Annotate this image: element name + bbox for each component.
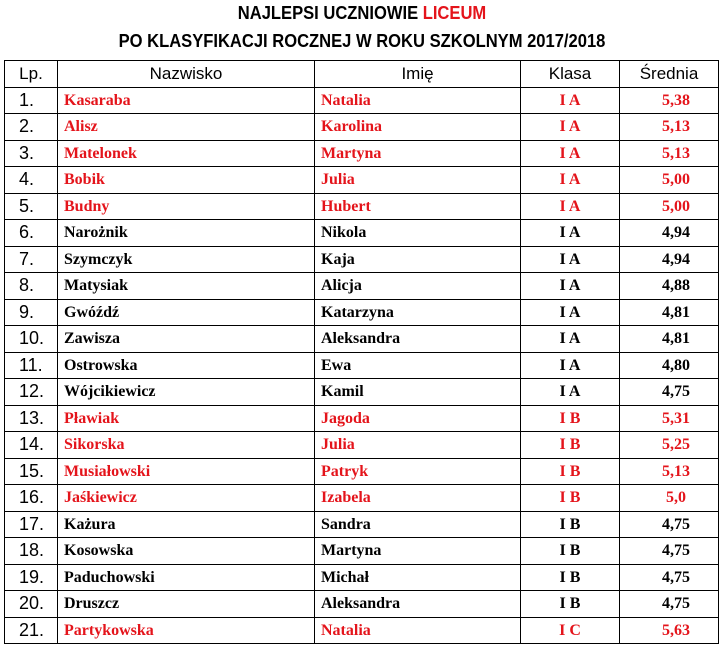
cell-srednia: 4,75 (620, 564, 719, 591)
page-title (29, 3, 695, 24)
cell-lp: 6. (5, 220, 58, 247)
cell-lp: 11. (5, 352, 58, 379)
cell-srednia: 5,13 (620, 114, 719, 141)
cell-klasa: I C (521, 617, 620, 644)
cell-lp: 20. (5, 591, 58, 618)
cell-srednia: 5,00 (620, 193, 719, 220)
cell-srednia: 5,13 (620, 458, 719, 485)
cell-imie: Jagoda (315, 405, 521, 432)
cell-nazwisko: Bobik (58, 167, 315, 194)
cell-srednia: 5,38 (620, 87, 719, 114)
cell-nazwisko: Ostrowska (58, 352, 315, 379)
cell-srednia: 4,94 (620, 246, 719, 273)
cell-srednia: 4,94 (620, 220, 719, 247)
cell-srednia: 5,00 (620, 167, 719, 194)
cell-klasa: I A (521, 167, 620, 194)
cell-klasa: I A (521, 352, 620, 379)
cell-nazwisko: Kasaraba (58, 87, 315, 114)
cell-imie: Martyna (315, 140, 521, 167)
table-row (5, 273, 719, 300)
cell-lp: 9. (5, 299, 58, 326)
table-row (5, 352, 719, 379)
cell-nazwisko: Matelonek (58, 140, 315, 167)
table-row (5, 405, 719, 432)
header-lp: Lp. (5, 61, 58, 88)
table-row (5, 167, 719, 194)
cell-lp: 5. (5, 193, 58, 220)
cell-klasa: I A (521, 193, 620, 220)
cell-lp: 10. (5, 326, 58, 353)
cell-imie: Ewa (315, 352, 521, 379)
table-row (5, 379, 719, 406)
cell-imie: Natalia (315, 617, 521, 644)
cell-nazwisko: Każura (58, 511, 315, 538)
table-row (5, 326, 719, 353)
cell-lp: 18. (5, 538, 58, 565)
cell-klasa: I A (521, 246, 620, 273)
cell-lp: 21. (5, 617, 58, 644)
cell-nazwisko: Gwóźdź (58, 299, 315, 326)
cell-lp: 1. (5, 87, 58, 114)
table-row (5, 140, 719, 167)
table-row (5, 564, 719, 591)
cell-klasa: I A (521, 220, 620, 247)
cell-klasa: I B (521, 591, 620, 618)
cell-srednia: 4,75 (620, 538, 719, 565)
table-row (5, 458, 719, 485)
table-row (5, 511, 719, 538)
cell-klasa: I B (521, 485, 620, 512)
cell-lp: 3. (5, 140, 58, 167)
cell-imie: Aleksandra (315, 591, 521, 618)
cell-lp: 13. (5, 405, 58, 432)
cell-nazwisko: Narożnik (58, 220, 315, 247)
cell-lp: 2. (5, 114, 58, 141)
cell-lp: 19. (5, 564, 58, 591)
cell-nazwisko: Druszcz (58, 591, 315, 618)
page-subtitle: PO KLASYFIKACJI ROCZNEJ W ROKU SZKOLNYM 2017/2018 (118, 31, 606, 51)
cell-nazwisko: Pławiak (58, 405, 315, 432)
table-row (5, 87, 719, 114)
cell-nazwisko: Wójcikiewicz (58, 379, 315, 406)
cell-imie: Karolina (315, 114, 521, 141)
cell-klasa: I B (521, 564, 620, 591)
cell-klasa: I B (521, 538, 620, 565)
table-row (5, 617, 719, 644)
cell-lp: 8. (5, 273, 58, 300)
cell-klasa: I A (521, 273, 620, 300)
table-row (5, 246, 719, 273)
cell-imie: Michał (315, 564, 521, 591)
cell-srednia: 4,75 (620, 591, 719, 618)
cell-srednia: 4,81 (620, 326, 719, 353)
cell-imie: Katarzyna (315, 299, 521, 326)
cell-srednia: 4,81 (620, 299, 719, 326)
cell-srednia: 5,0 (620, 485, 719, 512)
header-nazwisko: Nazwisko (58, 61, 315, 88)
cell-lp: 14. (5, 432, 58, 459)
cell-nazwisko: Paduchowski (58, 564, 315, 591)
cell-klasa: I A (521, 299, 620, 326)
cell-srednia: 5,63 (620, 617, 719, 644)
header-srednia: Średnia (620, 61, 719, 88)
cell-imie: Hubert (315, 193, 521, 220)
cell-lp: 16. (5, 485, 58, 512)
cell-imie: Martyna (315, 538, 521, 565)
cell-lp: 4. (5, 167, 58, 194)
cell-klasa: I B (521, 432, 620, 459)
cell-srednia: 5,13 (620, 140, 719, 167)
table-row (5, 538, 719, 565)
cell-srednia: 4,80 (620, 352, 719, 379)
cell-srednia: 5,31 (620, 405, 719, 432)
cell-klasa: I A (521, 140, 620, 167)
cell-srednia: 4,75 (620, 379, 719, 406)
cell-nazwisko: Jaśkiewicz (58, 485, 315, 512)
table-row (5, 432, 719, 459)
cell-imie: Sandra (315, 511, 521, 538)
cell-imie: Aleksandra (315, 326, 521, 353)
cell-nazwisko: Szymczyk (58, 246, 315, 273)
cell-imie: Izabela (315, 485, 521, 512)
cell-imie: Nikola (315, 220, 521, 247)
cell-lp: 7. (5, 246, 58, 273)
cell-nazwisko: Alisz (58, 114, 315, 141)
cell-klasa: I B (521, 511, 620, 538)
table-row (5, 299, 719, 326)
table-row (5, 114, 719, 141)
title-prefix: NAJLEPSI UCZNIOWIE (237, 3, 423, 23)
cell-lp: 15. (5, 458, 58, 485)
cell-nazwisko: Budny (58, 193, 315, 220)
cell-srednia: 5,25 (620, 432, 719, 459)
cell-klasa: I B (521, 405, 620, 432)
cell-nazwisko: Zawisza (58, 326, 315, 353)
cell-klasa: I A (521, 326, 620, 353)
cell-imie: Kaja (315, 246, 521, 273)
header-imie: Imię (315, 61, 521, 88)
cell-nazwisko: Partykowska (58, 617, 315, 644)
cell-klasa: I A (521, 114, 620, 141)
table-body (5, 87, 719, 644)
table-row (5, 485, 719, 512)
title-highlight: LICEUM (422, 3, 487, 23)
cell-imie: Julia (315, 167, 521, 194)
cell-srednia: 4,75 (620, 511, 719, 538)
cell-klasa: I A (521, 379, 620, 406)
cell-nazwisko: Matysiak (58, 273, 315, 300)
cell-klasa: I B (521, 458, 620, 485)
cell-nazwisko: Sikorska (58, 432, 315, 459)
header-klasa: Klasa (521, 61, 620, 88)
table-row (5, 591, 719, 618)
cell-imie: Patryk (315, 458, 521, 485)
table-header-row (5, 61, 719, 88)
table-row (5, 193, 719, 220)
cell-lp: 17. (5, 511, 58, 538)
cell-imie: Alicja (315, 273, 521, 300)
cell-imie: Julia (315, 432, 521, 459)
cell-imie: Natalia (315, 87, 521, 114)
table-row (5, 220, 719, 247)
cell-imie: Kamil (315, 379, 521, 406)
cell-klasa: I A (521, 87, 620, 114)
cell-srednia: 4,88 (620, 273, 719, 300)
cell-lp: 12. (5, 379, 58, 406)
ranking-table (4, 60, 719, 644)
cell-nazwisko: Kosowska (58, 538, 315, 565)
cell-nazwisko: Musiałowski (58, 458, 315, 485)
